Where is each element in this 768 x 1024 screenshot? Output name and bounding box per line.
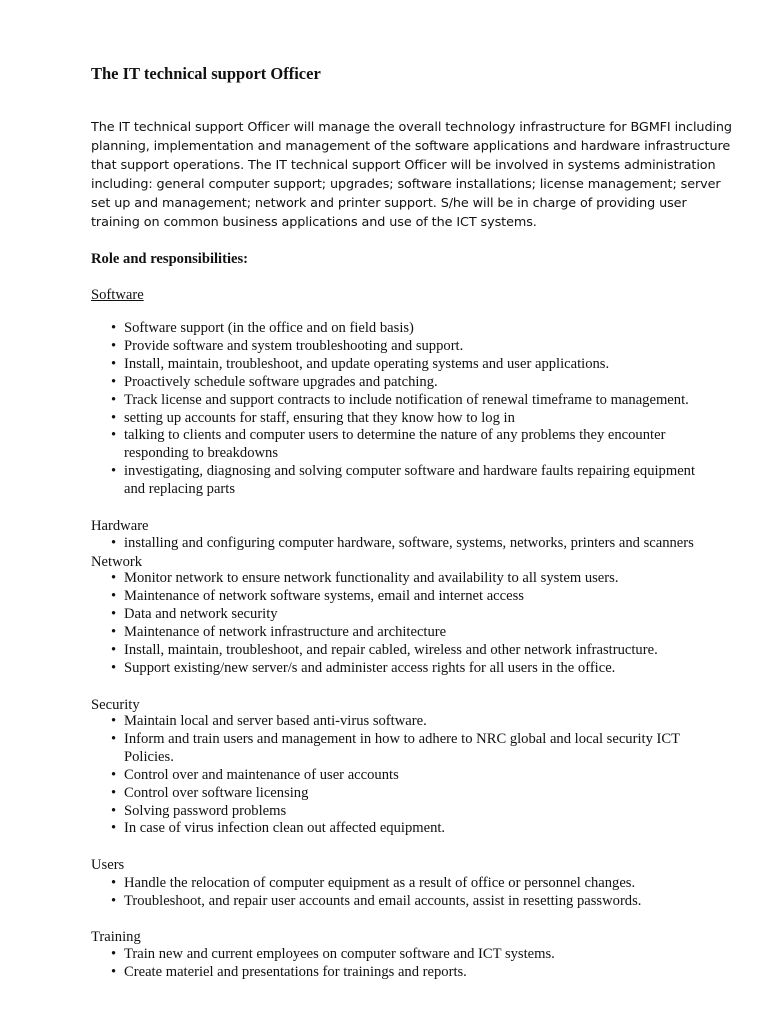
intro-paragraph bbox=[91, 118, 732, 232]
list-item bbox=[111, 410, 731, 428]
list-item-text: installing and configuring computer hardware, software, systems, networks, printers and scanners bbox=[124, 535, 694, 551]
list-item-text: Control over software licensing bbox=[124, 784, 309, 801]
bullet-icon: • bbox=[111, 766, 117, 783]
security-label: Security bbox=[91, 697, 140, 713]
bullet-icon: • bbox=[111, 963, 117, 980]
list-item bbox=[111, 642, 731, 660]
bullet-icon: • bbox=[111, 713, 117, 729]
intro-line: set up and management; network and printer support. S/he will be in charge of providing user bbox=[91, 196, 687, 211]
intro-line: including: general computer support; upgrades; software installations; license management; server bbox=[91, 177, 721, 192]
bullet-icon: • bbox=[111, 820, 117, 837]
intro-line: that support operations. The IT technical support Officer will be involved in systems administration bbox=[91, 158, 716, 173]
bullet-icon: • bbox=[111, 730, 117, 747]
software-label: Software bbox=[91, 287, 144, 303]
list-item bbox=[111, 338, 731, 356]
training-list bbox=[111, 946, 731, 982]
bullet-icon: • bbox=[111, 587, 117, 604]
bullet-icon: • bbox=[111, 659, 117, 676]
security-list bbox=[111, 713, 731, 838]
list-item bbox=[111, 392, 731, 410]
list-item-text: Proactively schedule software upgrades and patching. bbox=[124, 373, 438, 390]
list-item-text: Handle the relocation of computer equipment as a result of office or personnel changes. bbox=[124, 875, 636, 891]
list-item bbox=[111, 875, 731, 893]
list-item bbox=[111, 606, 731, 624]
bullet-icon: • bbox=[111, 373, 117, 390]
users-list bbox=[111, 875, 731, 911]
list-item-text: Maintenance of network infrastructure and architecture bbox=[124, 623, 447, 640]
intro-line: The IT technical support Officer will manage the overall technology infrastructure for BGMFI including bbox=[91, 120, 732, 135]
list-item-text: Troubleshoot, and repair user accounts and email accounts, assist in resetting passwords. bbox=[124, 892, 642, 909]
bullet-icon: • bbox=[111, 355, 117, 372]
intro-line: training on common business applications and use of the ICT systems. bbox=[91, 215, 537, 230]
list-item-text: Maintenance of network software systems, email and internet access bbox=[124, 587, 524, 604]
list-item-text: setting up accounts for staff, ensuring that they know how to log in bbox=[124, 409, 515, 426]
list-item-text: responding to breakdowns bbox=[124, 445, 279, 462]
list-item bbox=[111, 535, 731, 553]
list-item-text: Provide software and system troubleshooting and support. bbox=[124, 337, 464, 354]
list-item bbox=[111, 964, 731, 982]
bullet-icon: • bbox=[111, 875, 117, 891]
list-item-text: talking to clients and computer users to determine the nature of any problems they encounter bbox=[124, 427, 666, 444]
bullet-icon: • bbox=[111, 605, 117, 622]
list-item bbox=[111, 785, 731, 803]
list-item-text: and replacing parts bbox=[124, 481, 236, 498]
list-item bbox=[111, 570, 731, 588]
list-item-text: Install, maintain, troubleshoot, and update operating systems and user applications. bbox=[124, 355, 610, 372]
list-item bbox=[111, 356, 731, 374]
list-item-text: Maintain local and server based anti-virus software. bbox=[124, 713, 427, 729]
bullet-icon: • bbox=[111, 427, 117, 444]
list-item bbox=[111, 588, 731, 606]
list-item-text: Inform and train users and management in how to adhere to NRC global and local security ICT bbox=[124, 730, 681, 747]
list-item-text: Data and network security bbox=[124, 605, 278, 622]
list-item bbox=[111, 767, 731, 785]
hardware-list bbox=[111, 535, 731, 553]
list-item-text: Policies. bbox=[124, 748, 174, 765]
intro-line: planning, implementation and management of the software applications and hardware infrastructure bbox=[91, 139, 731, 154]
list-item bbox=[111, 624, 731, 642]
list-item-text: Support existing/new server/s and administer access rights for all users in the office. bbox=[124, 659, 616, 676]
network-label: Network bbox=[91, 554, 143, 570]
list-item bbox=[111, 946, 731, 964]
list-item-text: Create materiel and presentations for trainings and reports. bbox=[124, 963, 467, 980]
bullet-icon: • bbox=[111, 641, 117, 658]
list-item bbox=[111, 713, 731, 731]
list-item bbox=[111, 820, 731, 838]
bullet-icon: • bbox=[111, 409, 117, 426]
bullet-icon: • bbox=[111, 623, 117, 640]
list-item-text: Solving password problems bbox=[124, 802, 287, 819]
list-item-text: In case of virus infection clean out affected equipment. bbox=[124, 820, 446, 837]
bullet-icon: • bbox=[111, 946, 117, 962]
roles-heading: Role and responsibilities: bbox=[91, 251, 249, 267]
bullet-icon: • bbox=[111, 570, 117, 586]
bullet-icon: • bbox=[111, 784, 117, 801]
list-item-text: Install, maintain, troubleshoot, and repair cabled, wireless and other network infrastructure. bbox=[124, 641, 658, 658]
list-item-text: Track license and support contracts to include notification of renewal timeframe to management. bbox=[124, 391, 689, 408]
list-item bbox=[111, 660, 731, 678]
list-item-text: Train new and current employees on computer software and ICT systems. bbox=[124, 946, 555, 962]
bullet-icon: • bbox=[111, 320, 117, 336]
list-item-text: Control over and maintenance of user accounts bbox=[124, 766, 399, 783]
network-list bbox=[111, 570, 731, 677]
list-item bbox=[111, 893, 731, 911]
document-title: The IT technical support Officer bbox=[91, 64, 321, 83]
software-list bbox=[111, 320, 731, 499]
list-item bbox=[111, 320, 731, 338]
bullet-icon: • bbox=[111, 892, 117, 909]
list-item-text: Monitor network to ensure network functionality and availability to all system users. bbox=[124, 570, 619, 586]
list-item-text: investigating, diagnosing and solving computer software and hardware faults repairing equipment bbox=[124, 463, 696, 480]
list-item bbox=[111, 731, 731, 767]
bullet-icon: • bbox=[111, 802, 117, 819]
list-item-text: Software support (in the office and on field basis) bbox=[124, 320, 414, 336]
bullet-icon: • bbox=[111, 535, 117, 551]
bullet-icon: • bbox=[111, 463, 117, 480]
bullet-icon: • bbox=[111, 337, 117, 354]
list-item bbox=[111, 374, 731, 392]
list-item bbox=[111, 463, 731, 499]
bullet-icon: • bbox=[111, 391, 117, 408]
users-label: Users bbox=[91, 857, 125, 873]
training-label: Training bbox=[91, 929, 141, 945]
list-item bbox=[111, 427, 731, 463]
list-item bbox=[111, 803, 731, 821]
hardware-label: Hardware bbox=[91, 518, 149, 534]
